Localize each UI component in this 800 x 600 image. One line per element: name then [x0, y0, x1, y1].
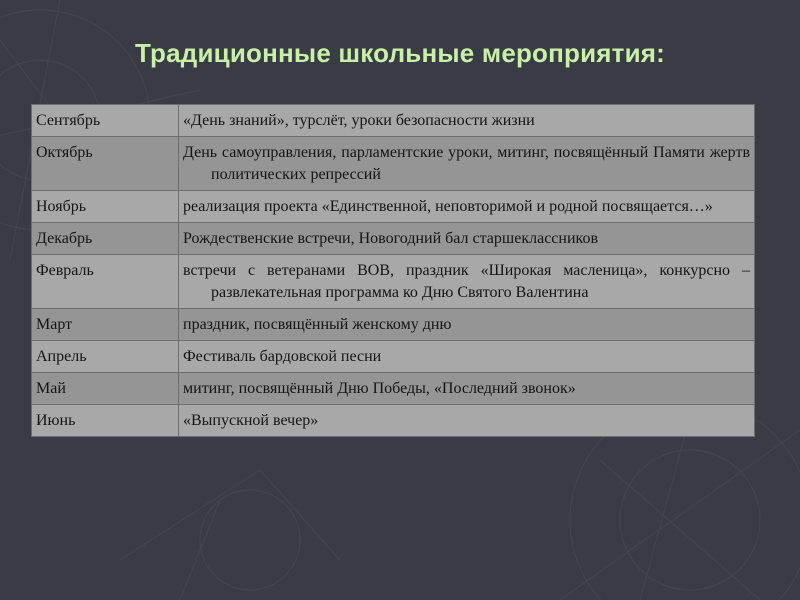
table-row	[32, 341, 755, 373]
events-text: Рождественские встречи, Новогодний бал старшеклассников	[183, 230, 599, 247]
events-cell	[179, 405, 755, 437]
events-text: реализация проекта «Единственной, неповторимой и родной посвящается…»	[183, 198, 713, 215]
events-text: праздник, посвящённый женскому дню	[183, 316, 452, 333]
events-cell	[179, 255, 755, 309]
events-cell	[179, 341, 755, 373]
table-row	[32, 105, 755, 137]
events-text: День самоуправления, парламентские уроки, митинг, посвящённый Памяти жертв политических репрессий	[183, 144, 750, 183]
month-cell: Ноябрь	[32, 191, 179, 223]
events-cell	[179, 137, 755, 191]
month-cell: Май	[32, 373, 179, 405]
month-cell: Февраль	[32, 255, 179, 309]
table-row	[32, 255, 755, 309]
events-text: встречи с ветеранами ВОВ, праздник «Широкая масленица», конкурсно – развлекательная программа ко Дню Святого Валентина	[183, 262, 750, 301]
events-cell	[179, 223, 755, 255]
events-cell	[179, 191, 755, 223]
month-cell: Октябрь	[32, 137, 179, 191]
table-row	[32, 405, 755, 437]
month-cell: Июнь	[32, 405, 179, 437]
table-row	[32, 309, 755, 341]
month-cell: Декабрь	[32, 223, 179, 255]
table-row	[32, 373, 755, 405]
table-row	[32, 223, 755, 255]
month-cell: Апрель	[32, 341, 179, 373]
events-text: митинг, посвящённый Дню Победы, «Последний звонок»	[183, 380, 576, 397]
events-text: Фестиваль бардовской песни	[183, 348, 382, 365]
events-text: «День знаний», турслёт, уроки безопасности жизни	[183, 112, 535, 129]
events-cell	[179, 373, 755, 405]
slide-title: Традиционные школьные мероприятия:	[134, 38, 666, 68]
events-table	[31, 104, 755, 437]
table-row	[32, 191, 755, 223]
table-row	[32, 137, 755, 191]
events-text: «Выпускной вечер»	[183, 412, 319, 429]
events-cell	[179, 105, 755, 137]
month-cell: Сентябрь	[32, 105, 179, 137]
events-cell	[179, 309, 755, 341]
month-cell: Март	[32, 309, 179, 341]
